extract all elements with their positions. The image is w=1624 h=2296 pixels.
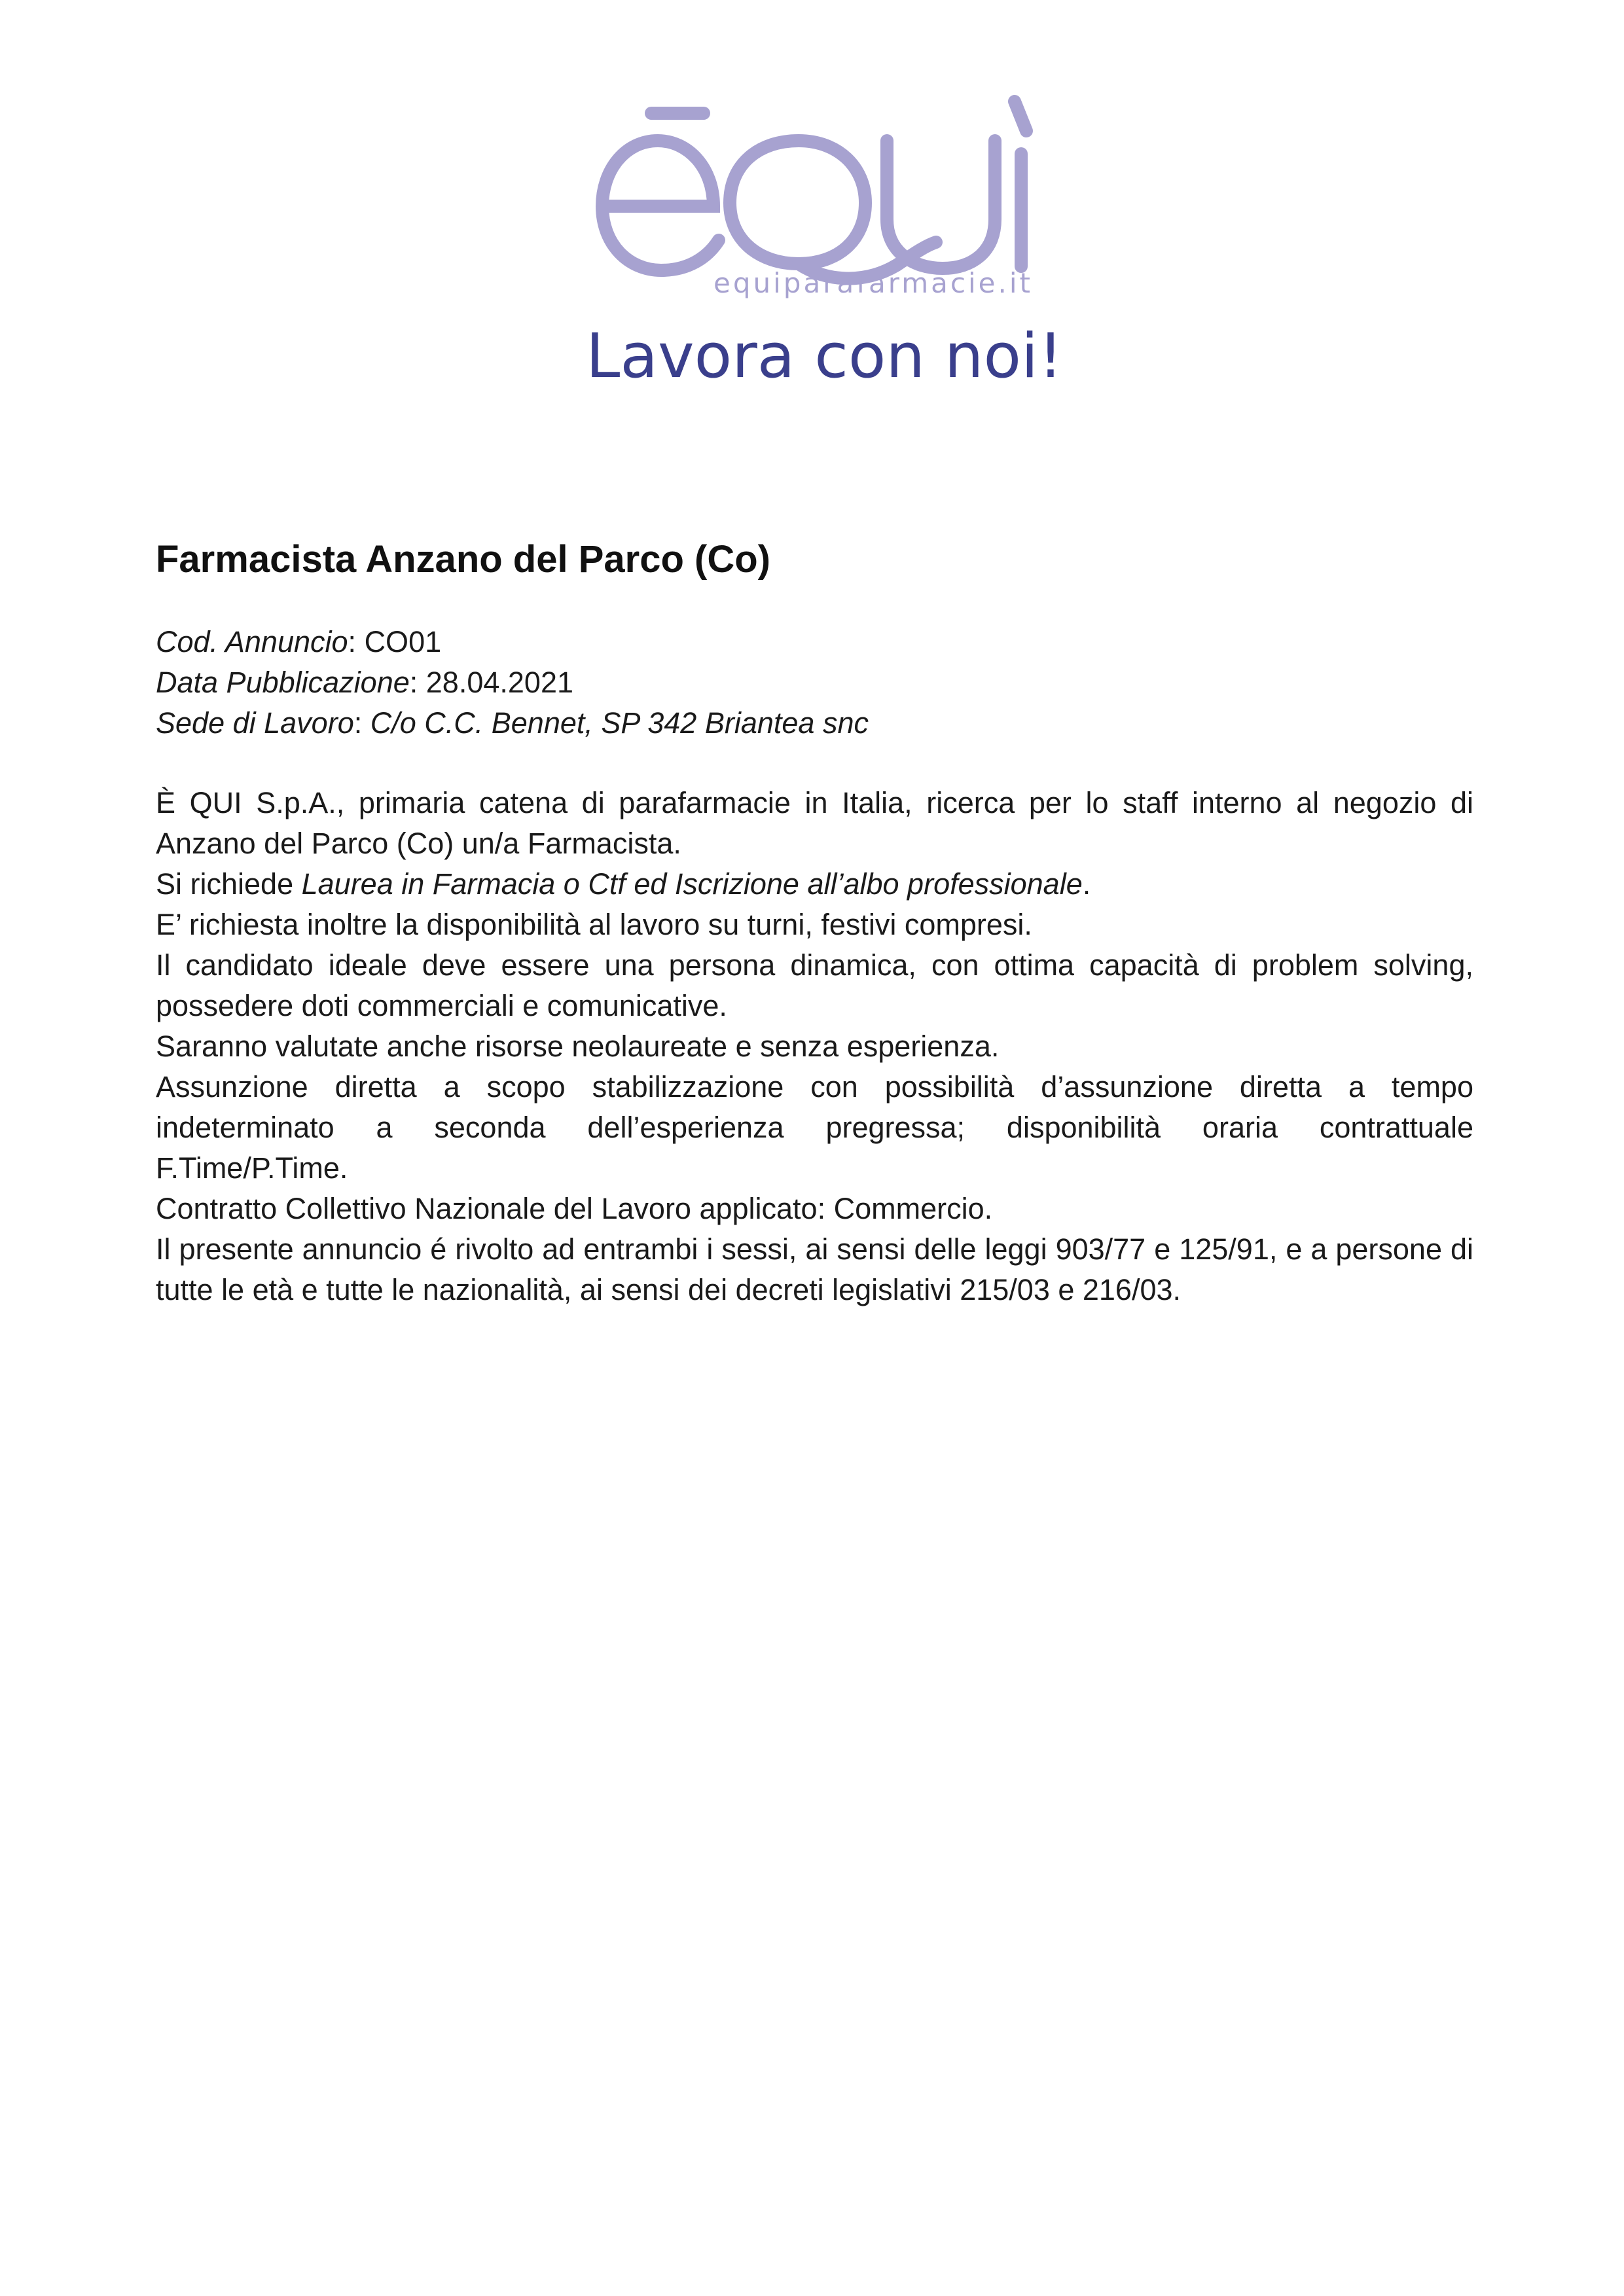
paragraph-hiring-time: F.Time/P.Time. (156, 1151, 348, 1185)
job-description (156, 783, 1473, 1310)
paragraph-availability: E’ richiesta inoltre la disponibilità al lavoro su turni, festivi compresi. (156, 907, 1032, 941)
requirements-prefix: Si richiede (156, 867, 302, 901)
paragraph-intro: È QUI S.p.A., primaria catena di parafarmacie in Italia, ricerca per lo staff interno al negozio di Anzano del Parco (Co) un/a Farmacista. (156, 785, 1473, 860)
paragraph-equal-opportunity: Il presente annuncio é rivolto ad entrambi i sessi, ai sensi delle leggi 903/77 e 125/91, e a persone di tutte le età e tutte le nazionalità, ai sensi dei decreti legislativi 215/03 e 216/03. (156, 1232, 1473, 1306)
meta-code-value: CO01 (364, 624, 442, 658)
requirements-degree: Laurea in Farmacia o Ctf ed Iscrizione all’albo professionale (301, 867, 1083, 901)
job-title: Farmacista Anzano del Parco (Co) (156, 538, 770, 581)
page-header (0, 0, 1624, 458)
paragraph-hiring: Assunzione diretta a scopo stabilizzazione con possibilità d’assunzione diretta a tempo indeterminato a seconda dell’esperienza pregressa; disponibilità oraria contrattuale (156, 1069, 1473, 1144)
job-posting (156, 537, 1473, 1310)
paragraph-ideal-candidate: Il candidato ideale deve essere una persona dinamica, con ottima capacità di problem solving, possedere doti commerciali e comunicative. (156, 948, 1473, 1022)
meta-location: Sede di Lavoro: C/o C.C. Bennet, SP 342 Briantea snc (156, 706, 869, 740)
meta-date-label: Data Pubblicazione (156, 665, 410, 699)
paragraph-graduates: Saranno valutate anche risorse neolaureate e senza esperienza. (156, 1029, 1000, 1063)
header-cta-text: Lavora con noi! (586, 321, 1063, 392)
paragraph-contract: Contratto Collettivo Nazionale del Lavoro applicato: Commercio. (156, 1191, 993, 1225)
meta-location-value: C/o C.C. Bennet, SP 342 Briantea snc (370, 706, 869, 740)
requirements-suffix: . (1082, 867, 1091, 901)
job-meta (156, 622, 1473, 744)
meta-code-label: Cod. Annuncio (156, 624, 348, 658)
meta-code: Cod. Annuncio: CO01 (156, 624, 442, 658)
meta-date: Data Pubblicazione: 28.04.2021 (156, 665, 574, 699)
paragraph-requirements (156, 864, 1473, 905)
meta-location-label: Sede di Lavoro (156, 706, 354, 740)
meta-date-value: 28.04.2021 (425, 665, 574, 699)
logo-url-text: equiparafarmacie.it (713, 267, 1033, 299)
